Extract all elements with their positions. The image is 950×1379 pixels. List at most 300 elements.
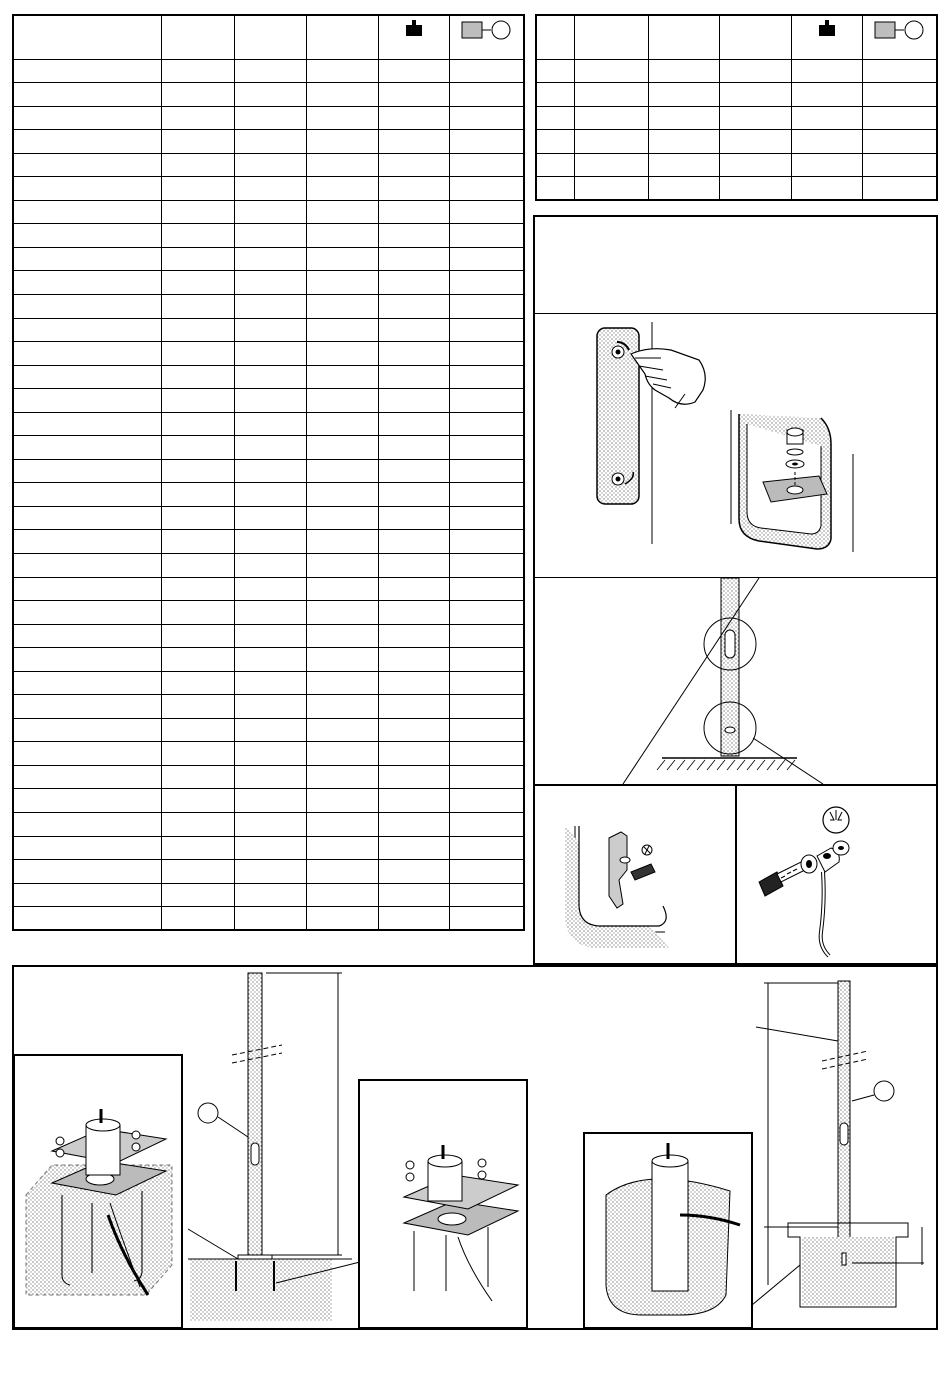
- table-cell: [378, 294, 449, 318]
- table-cell: [235, 624, 306, 648]
- table-header-row: [536, 15, 937, 59]
- table-cell: [306, 247, 378, 271]
- box-ring-icon: [874, 20, 926, 40]
- table-cell: [235, 412, 306, 436]
- table-cell: [162, 365, 235, 389]
- table-cell: [450, 271, 524, 295]
- table-cell: [306, 765, 378, 789]
- table-row: [13, 789, 524, 813]
- table-cell: [378, 177, 449, 201]
- table-cell: [536, 83, 574, 107]
- table-cell: [306, 624, 378, 648]
- cap-screw-icon: [759, 862, 805, 896]
- table-cell: [13, 247, 162, 271]
- table-row: [13, 553, 524, 577]
- table-cell: [378, 530, 449, 554]
- table-cell: [162, 294, 235, 318]
- table-cell: [235, 718, 306, 742]
- table-cell: [235, 177, 306, 201]
- table-cell: [306, 789, 378, 813]
- table-cell: [378, 671, 449, 695]
- ground-symbol-icon: [823, 807, 849, 833]
- table-cell: [13, 130, 162, 154]
- table-cell: [306, 742, 378, 766]
- table-cell: [450, 483, 524, 507]
- table-cell: [649, 177, 720, 201]
- table-cell: [235, 577, 306, 601]
- table-cell: [863, 177, 937, 201]
- table-cell: [13, 200, 162, 224]
- table-cell: [235, 365, 306, 389]
- table-cell: [13, 436, 162, 460]
- table-cell: [13, 483, 162, 507]
- info-text-box: [535, 217, 936, 314]
- table-cell: [450, 459, 524, 483]
- table-cell: [162, 506, 235, 530]
- table-cell: [378, 601, 449, 625]
- table-cell: [378, 153, 449, 177]
- table-cell: [13, 695, 162, 719]
- table-cell: [306, 553, 378, 577]
- table-row: [13, 648, 524, 672]
- table-cell: [13, 83, 162, 107]
- table-cell: [13, 412, 162, 436]
- table-cell: [791, 153, 862, 177]
- table-cell: [450, 530, 524, 554]
- table-header-row: [13, 15, 524, 59]
- table-cell: [574, 83, 648, 107]
- table-cell: [235, 789, 306, 813]
- table-cell: [450, 106, 524, 130]
- pole-detail-panel: [535, 578, 936, 786]
- table-cell: [13, 553, 162, 577]
- table-cell: [162, 530, 235, 554]
- table-cell: [235, 553, 306, 577]
- table-row: [13, 765, 524, 789]
- table-cell: [235, 765, 306, 789]
- table-row: [13, 177, 524, 201]
- table-cell: [306, 483, 378, 507]
- table-row: [13, 106, 524, 130]
- table-cell: [306, 671, 378, 695]
- table-cell: [235, 671, 306, 695]
- table-cell: [306, 695, 378, 719]
- table-cell: [13, 577, 162, 601]
- table-cell: [13, 601, 162, 625]
- table-cell: [720, 177, 791, 201]
- table-cell: [13, 318, 162, 342]
- table-cell: [13, 671, 162, 695]
- table-cell: [306, 907, 378, 931]
- table-cell: [378, 483, 449, 507]
- table-cell: [450, 365, 524, 389]
- table-cell: [450, 648, 524, 672]
- table-cell: [162, 883, 235, 907]
- table-cell: [162, 177, 235, 201]
- table-cell: [720, 130, 791, 154]
- table-row: [13, 153, 524, 177]
- table-row: [13, 671, 524, 695]
- table-cell: [450, 247, 524, 271]
- header-cell: [450, 15, 524, 59]
- table-cell: [378, 553, 449, 577]
- table-cell: [863, 153, 937, 177]
- table-cell: [378, 83, 449, 107]
- table-cell: [574, 177, 648, 201]
- cover-plate-panel: [535, 314, 936, 578]
- table-cell: [863, 59, 937, 83]
- cap-screw-icon: [727, 410, 853, 552]
- table-row: [13, 294, 524, 318]
- table-cell: [235, 294, 306, 318]
- table-cell: [536, 59, 574, 83]
- table-cell: [306, 177, 378, 201]
- table-cell: [162, 153, 235, 177]
- table-cell: [306, 412, 378, 436]
- table-cell: [235, 506, 306, 530]
- earth-terminal-left-panel: [535, 786, 737, 963]
- table-cell: [235, 83, 306, 107]
- table-cell: [450, 836, 524, 860]
- table-cell: [378, 200, 449, 224]
- table-cell: [378, 459, 449, 483]
- table-cell: [13, 860, 162, 884]
- table-row: [13, 436, 524, 460]
- table-cell: [306, 106, 378, 130]
- table-cell: [450, 177, 524, 201]
- table-row: [13, 483, 524, 507]
- table-cell: [306, 224, 378, 248]
- table-cell: [306, 648, 378, 672]
- table-cell: [450, 553, 524, 577]
- table-cell: [378, 577, 449, 601]
- table-cell: [235, 813, 306, 837]
- table-cell: [235, 860, 306, 884]
- table-cell: [235, 836, 306, 860]
- table-cell: [13, 342, 162, 366]
- table-cell: [162, 836, 235, 860]
- table-cell: [13, 907, 162, 931]
- table-cell: [162, 271, 235, 295]
- table-cell: [162, 224, 235, 248]
- table-cell: [378, 130, 449, 154]
- table-cell: [306, 130, 378, 154]
- table-cell: [13, 530, 162, 554]
- table-cell: [863, 130, 937, 154]
- table-cell: [162, 459, 235, 483]
- table-cell: [863, 83, 937, 107]
- table-row: [13, 342, 524, 366]
- table-cell: [162, 813, 235, 837]
- weight-icon: [818, 20, 836, 36]
- table-cell: [450, 601, 524, 625]
- table-cell: [162, 765, 235, 789]
- table-cell: [235, 271, 306, 295]
- table-cell: [306, 153, 378, 177]
- table-cell: [162, 742, 235, 766]
- table-cell: [450, 695, 524, 719]
- table-cell: [378, 59, 449, 83]
- table-cell: [13, 59, 162, 83]
- table-cell: [162, 624, 235, 648]
- table-row: [13, 59, 524, 83]
- header-cell: [791, 15, 862, 59]
- table-row: [13, 83, 524, 107]
- table-cell: [450, 153, 524, 177]
- table-cell: [536, 153, 574, 177]
- table-cell: [450, 860, 524, 884]
- table-cell: [536, 130, 574, 154]
- header-cell: [306, 15, 378, 59]
- table-cell: [378, 718, 449, 742]
- table-cell: [306, 59, 378, 83]
- table-cell: [13, 224, 162, 248]
- table-row: [13, 200, 524, 224]
- table-cell: [235, 530, 306, 554]
- table-cell: [378, 695, 449, 719]
- table-row: [13, 412, 524, 436]
- table-cell: [162, 130, 235, 154]
- table-row: [536, 177, 937, 201]
- table-cell: [162, 342, 235, 366]
- table-cell: [162, 247, 235, 271]
- table-row: [13, 506, 524, 530]
- table-cell: [235, 59, 306, 83]
- table-cell: [378, 813, 449, 837]
- table-cell: [450, 718, 524, 742]
- table-cell: [235, 648, 306, 672]
- table-cell: [378, 106, 449, 130]
- table-row: [13, 365, 524, 389]
- table-cell: [162, 601, 235, 625]
- table-cell: [450, 200, 524, 224]
- table-cell: [378, 624, 449, 648]
- table-row: [13, 224, 524, 248]
- table-cell: [162, 789, 235, 813]
- table-cell: [306, 342, 378, 366]
- table-cell: [235, 224, 306, 248]
- pole-icon: [623, 578, 823, 784]
- table-cell: [574, 130, 648, 154]
- table-cell: [235, 342, 306, 366]
- table-cell: [791, 106, 862, 130]
- table-cell: [450, 577, 524, 601]
- table-cell: [378, 765, 449, 789]
- table-cell: [235, 459, 306, 483]
- table-cell: [791, 83, 862, 107]
- weight-icon: [405, 20, 423, 36]
- table-cell: [13, 624, 162, 648]
- table-cell: [306, 860, 378, 884]
- table-cell: [162, 907, 235, 931]
- table-cell: [13, 177, 162, 201]
- table-cell: [162, 59, 235, 83]
- table-cell: [235, 742, 306, 766]
- table-cell: [306, 718, 378, 742]
- table-cell: [450, 742, 524, 766]
- table-cell: [720, 153, 791, 177]
- table-cell: [863, 106, 937, 130]
- table-cell: [649, 130, 720, 154]
- table-cell: [162, 200, 235, 224]
- table-cell: [162, 860, 235, 884]
- table-row: [13, 389, 524, 413]
- header-cell: [235, 15, 306, 59]
- table-cell: [13, 271, 162, 295]
- table-cell: [235, 695, 306, 719]
- table-cell: [13, 153, 162, 177]
- table-cell: [450, 883, 524, 907]
- table-cell: [13, 883, 162, 907]
- table-cell: [162, 695, 235, 719]
- table-row: [13, 271, 524, 295]
- table-cell: [450, 789, 524, 813]
- table-cell: [450, 59, 524, 83]
- header-cell: [863, 15, 937, 59]
- table-cell: [378, 789, 449, 813]
- table-cell: [162, 577, 235, 601]
- table-cell: [378, 412, 449, 436]
- table-cell: [162, 671, 235, 695]
- table-cell: [649, 83, 720, 107]
- table-cell: [306, 389, 378, 413]
- table-cell: [13, 459, 162, 483]
- table-cell: [162, 483, 235, 507]
- table-cell: [378, 342, 449, 366]
- header-cell: [162, 15, 235, 59]
- table-cell: [13, 813, 162, 837]
- table-cell: [13, 765, 162, 789]
- table-cell: [378, 224, 449, 248]
- table-cell: [791, 59, 862, 83]
- box-ring-icon: [461, 20, 513, 40]
- flange-pole-icon: [198, 973, 342, 1260]
- table-row: [536, 130, 937, 154]
- table-cell: [450, 294, 524, 318]
- table-cell: [574, 153, 648, 177]
- table-cell: [13, 106, 162, 130]
- table-cell: [235, 130, 306, 154]
- table-row: [13, 459, 524, 483]
- table-cell: [235, 106, 306, 130]
- table-cell: [791, 130, 862, 154]
- header-cell: [378, 15, 449, 59]
- table-cell: [649, 153, 720, 177]
- table-row: [13, 883, 524, 907]
- table-cell: [235, 153, 306, 177]
- table-cell: [536, 106, 574, 130]
- table-cell: [306, 813, 378, 837]
- table-row: [13, 577, 524, 601]
- table-cell: [13, 365, 162, 389]
- table-cell: [791, 177, 862, 201]
- installation-drawing: [12, 965, 938, 1330]
- table-cell: [306, 459, 378, 483]
- table-cell: [306, 271, 378, 295]
- table-cell: [378, 883, 449, 907]
- table-cell: [235, 883, 306, 907]
- table-cell: [378, 365, 449, 389]
- table-cell: [450, 130, 524, 154]
- table-cell: [536, 177, 574, 201]
- table-cell: [162, 553, 235, 577]
- table-cell: [13, 742, 162, 766]
- table-cell: [235, 318, 306, 342]
- table-cell: [574, 59, 648, 83]
- table-cell: [450, 907, 524, 931]
- table-cell: [235, 200, 306, 224]
- table-cell: [378, 247, 449, 271]
- table-cell: [720, 59, 791, 83]
- table-cell: [378, 389, 449, 413]
- table-cell: [306, 294, 378, 318]
- table-cell: [306, 506, 378, 530]
- table-row: [13, 860, 524, 884]
- table-cell: [162, 436, 235, 460]
- table-cell: [306, 530, 378, 554]
- table-row: [13, 907, 524, 931]
- table-cell: [235, 601, 306, 625]
- table-cell: [13, 506, 162, 530]
- table-cell: [378, 318, 449, 342]
- header-cell: [649, 15, 720, 59]
- table-cell: [306, 601, 378, 625]
- table-cell: [235, 247, 306, 271]
- table-cell: [720, 83, 791, 107]
- table-cell: [306, 318, 378, 342]
- main-parts-table: [12, 14, 525, 931]
- table-cell: [450, 436, 524, 460]
- table-row: [13, 813, 524, 837]
- table-cell: [378, 907, 449, 931]
- table-cell: [450, 671, 524, 695]
- table-row: [13, 318, 524, 342]
- table-cell: [235, 483, 306, 507]
- table-cell: [13, 789, 162, 813]
- table-cell: [378, 860, 449, 884]
- table-cell: [306, 836, 378, 860]
- hand-icon: [631, 349, 705, 408]
- table-cell: [306, 200, 378, 224]
- table-cell: [306, 436, 378, 460]
- table-row: [13, 695, 524, 719]
- table-cell: [450, 83, 524, 107]
- table-cell: [720, 106, 791, 130]
- table-cell: [162, 389, 235, 413]
- header-cell: [574, 15, 648, 59]
- table-cell: [13, 718, 162, 742]
- table-row: [13, 624, 524, 648]
- table-cell: [162, 648, 235, 672]
- table-cell: [306, 577, 378, 601]
- table-cell: [13, 389, 162, 413]
- table-row: [13, 742, 524, 766]
- table-cell: [450, 224, 524, 248]
- table-cell: [13, 836, 162, 860]
- table-row: [13, 601, 524, 625]
- table-row: [13, 130, 524, 154]
- header-cell: [13, 15, 162, 59]
- header-cell: [720, 15, 791, 59]
- table-row: [536, 106, 937, 130]
- table-cell: [235, 389, 306, 413]
- table-row: [536, 83, 937, 107]
- ground-terminal-icon: [565, 826, 669, 948]
- table-cell: [306, 83, 378, 107]
- table-cell: [162, 318, 235, 342]
- table-cell: [162, 412, 235, 436]
- table-cell: [450, 342, 524, 366]
